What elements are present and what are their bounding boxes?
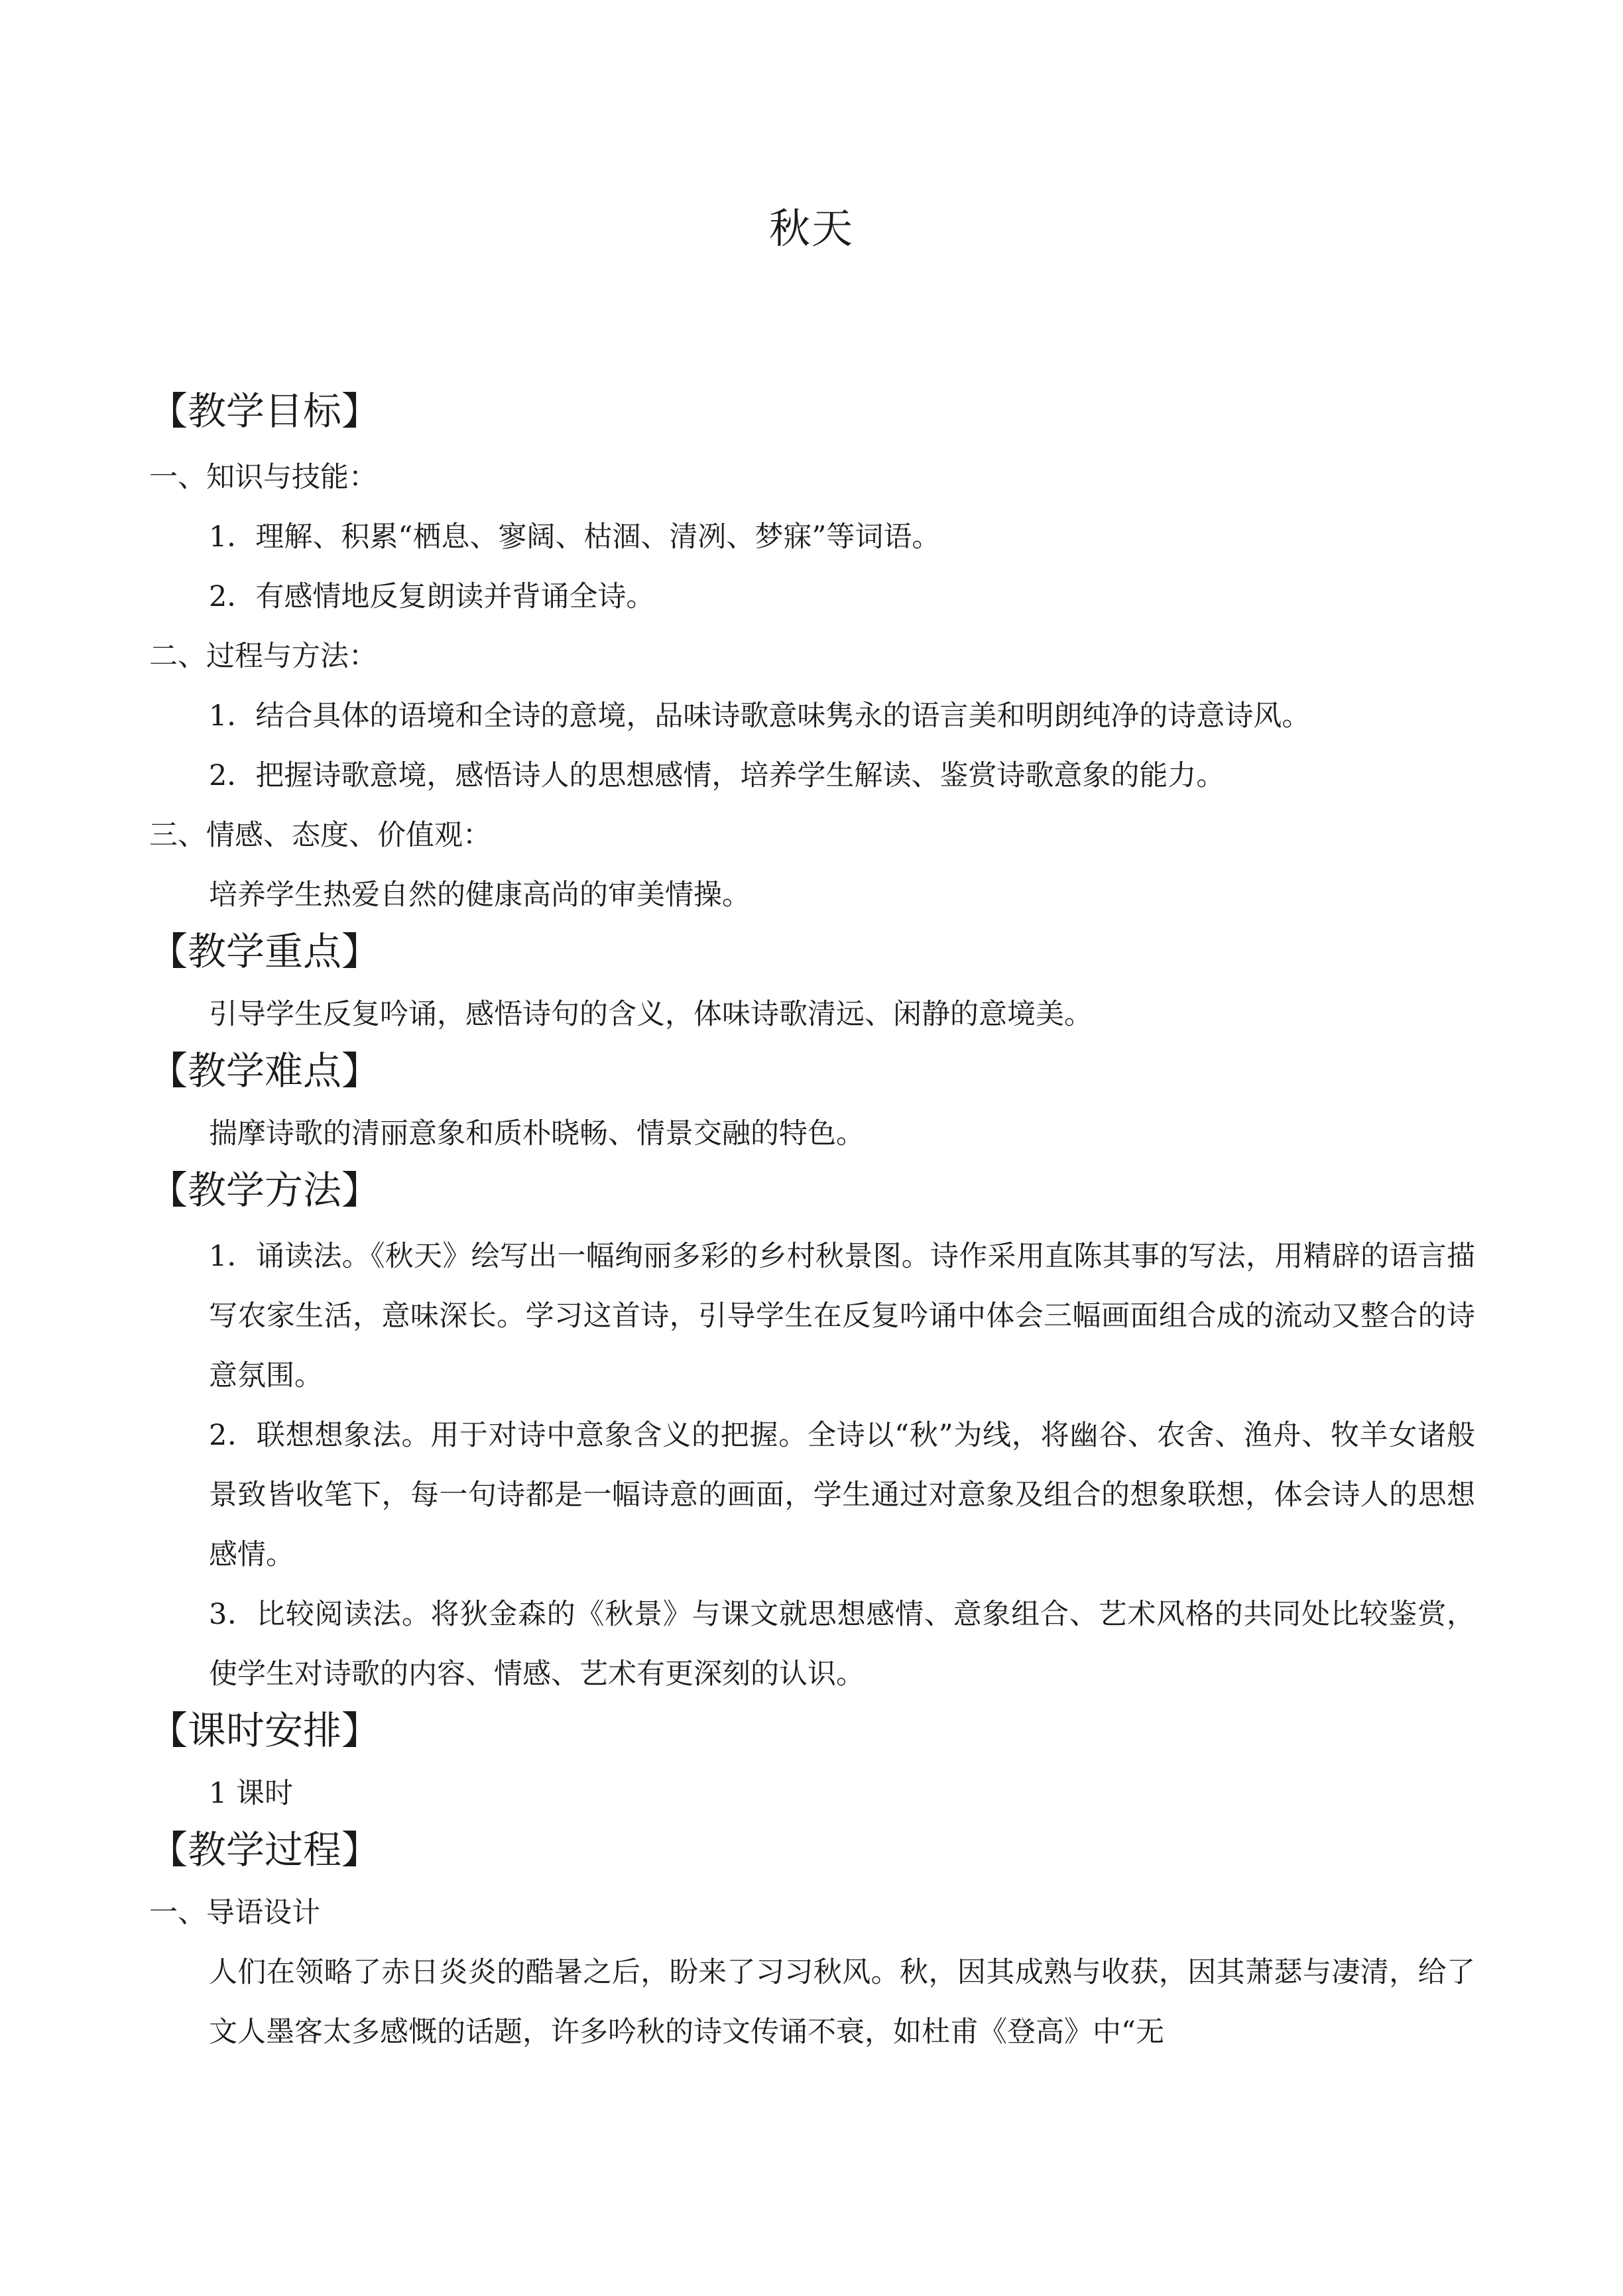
schedule-text: 1 课时 bbox=[209, 1777, 294, 1810]
subheading-process: 二、过程与方法： bbox=[149, 640, 377, 673]
method-paragraph: 1．诵读法。《秋天》绘写出一幅绚丽多彩的乡村秋景图。诗作采用直陈其事的写法，用精辟的语言描写农家生活，意味深长。学习这首诗，引导学生在反复吟诵中体会三幅画面组合成的流动又整合的诗意氛围。 bbox=[209, 1240, 1475, 1392]
knowledge-item: 2．有感情地反复朗读并背诵全诗。 bbox=[209, 580, 655, 613]
section-heading-schedule: 【课时安排】 bbox=[149, 1708, 381, 1753]
document-title: 秋天 bbox=[768, 204, 854, 253]
subheading-emotion: 三、情感、态度、价值观： bbox=[149, 819, 491, 852]
key-points-text: 引导学生反复吟诵，感悟诗句的含义，体味诗歌清远、闲静的意境美。 bbox=[209, 998, 1093, 1031]
section-heading-methods: 【教学方法】 bbox=[149, 1168, 381, 1213]
intro-paragraph: 人们在领略了赤日炎炎的酷暑之后，盼来了习习秋风。秋，因其成熟与收获，因其萧瑟与凄清，给了文人墨客太多感慨的话题，许多吟秋的诗文传诵不衰，如杜甫《登高》中“无 bbox=[209, 1956, 1475, 2049]
section-heading-teaching-process: 【教学过程】 bbox=[149, 1827, 381, 1872]
method-paragraph: 3．比较阅读法。将狄金森的《秋景》与课文就思想感情、意象组合、艺术风格的共同处比较鉴赏，使学生对诗歌的内容、情感、艺术有更深刻的认识。 bbox=[209, 1598, 1475, 1691]
knowledge-item: 1．理解、积累“栖息、寥阔、枯涸、清冽、梦寐”等词语。 bbox=[209, 520, 941, 554]
section-heading-difficulties: 【教学难点】 bbox=[149, 1048, 381, 1093]
emotion-item: 培养学生热爱自然的健康高尚的审美情操。 bbox=[209, 878, 751, 912]
method-paragraph: 2．联想想象法。用于对诗中意象含义的把握。全诗以“秋”为线，将幽谷、农舍、渔舟、牧羊女诸般景致皆收笔下，每一句诗都是一幅诗意的画面，学生通过对意象及组合的想象联想，体会诗人的思想感情。 bbox=[209, 1419, 1475, 1571]
subheading-intro: 一、导语设计 bbox=[149, 1896, 320, 1929]
difficulties-text: 揣摩诗歌的清丽意象和质朴晓畅、情景交融的特色。 bbox=[209, 1117, 865, 1150]
section-heading-objectives: 【教学目标】 bbox=[149, 389, 381, 434]
section-heading-key-points: 【教学重点】 bbox=[149, 929, 381, 974]
subheading-knowledge: 一、知识与技能： bbox=[149, 461, 377, 494]
process-item: 2．把握诗歌意境，感悟诗人的思想感情，培养学生解读、鉴赏诗歌意象的能力。 bbox=[209, 759, 1225, 792]
process-item: 1．结合具体的语境和全诗的意境，品味诗歌意味隽永的语言美和明朗纯净的诗意诗风。 bbox=[209, 699, 1311, 733]
